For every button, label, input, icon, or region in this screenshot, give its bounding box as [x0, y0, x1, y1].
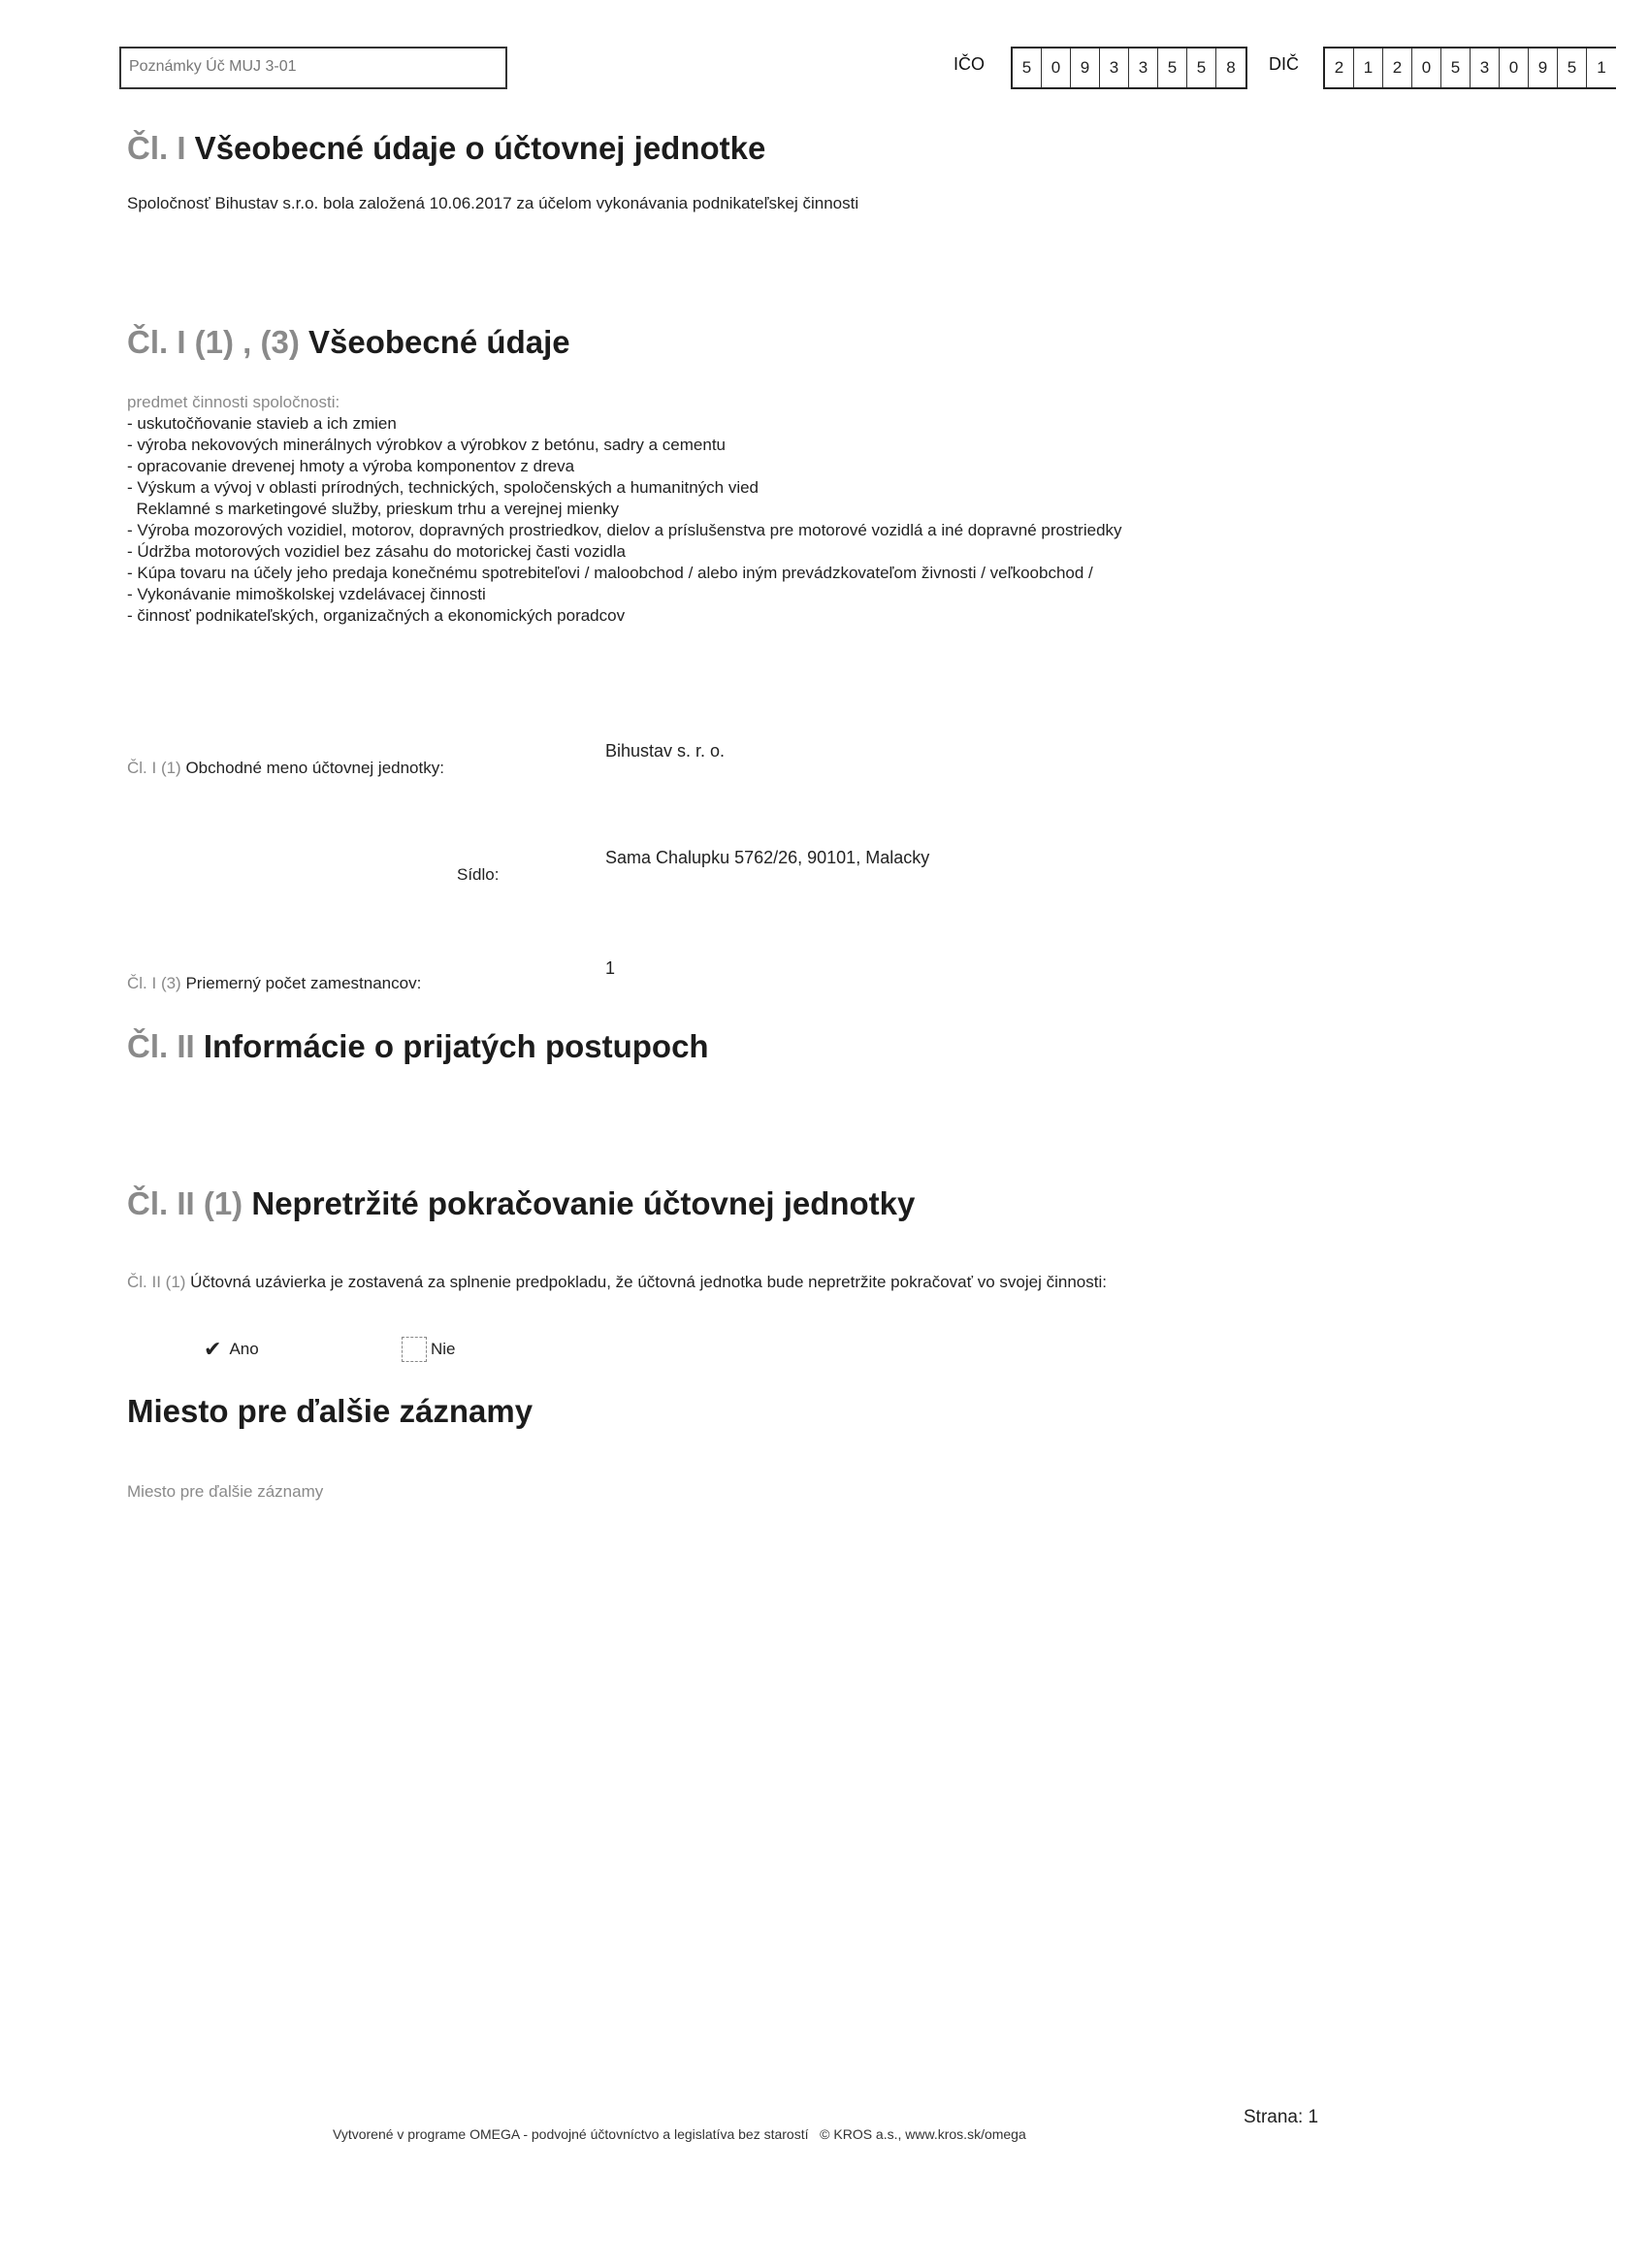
option-no[interactable] — [402, 1337, 456, 1362]
ico-label: IČO — [954, 54, 986, 74]
section-going-concern-heading — [127, 1185, 915, 1222]
employees-prefix: Čl. I (3) — [127, 974, 181, 992]
section-procedures-heading — [127, 1028, 709, 1065]
dic-digit: 2 — [1325, 49, 1354, 87]
activity-line: Reklamné s marketingové služby, prieskum trhu a verejnej mienky — [127, 500, 620, 518]
section-general-data-prefix: Čl. I (1) , (3) — [127, 324, 300, 360]
going-concern-question — [127, 1273, 1107, 1292]
company-name-label-text: Obchodné meno účtovnej jednotky: — [180, 759, 444, 777]
form-name-box — [119, 47, 507, 89]
activity-line: - činnosť podnikateľských, organizačných a ekonomických poradcov — [127, 606, 626, 625]
dic-digit: 1 — [1354, 49, 1383, 87]
page-number: Strana: 1 — [1244, 2107, 1319, 2127]
employees-label-text: Priemerný počet zamestnancov: — [180, 974, 422, 992]
dic-digit: 0 — [1500, 49, 1529, 87]
footer-text: Vytvorené v programe OMEGA - podvojné účtovníctvo a legislatíva bez starostí © KROS a.s., www.kros.sk/omega — [333, 2126, 1026, 2142]
ico-digit: 3 — [1100, 49, 1129, 87]
ico-digit: 0 — [1042, 49, 1071, 87]
company-name-label — [127, 759, 444, 778]
dic-digit: 5 — [1441, 49, 1471, 87]
dic-digit: 1 — [1597, 58, 1606, 77]
dic-digit-boxes — [1323, 47, 1616, 89]
ico-digit: 5 — [1187, 49, 1216, 87]
ico-digit: 3 — [1129, 49, 1158, 87]
activity-line: - Údržba motorových vozidiel bez zásahu do motorickej časti vozidla — [127, 542, 627, 561]
section-procedures-title: Informácie o prijatých postupoch — [194, 1028, 709, 1064]
ico-digit: 9 — [1071, 49, 1100, 87]
section-general-info-heading — [127, 130, 765, 167]
dic-digit: 0 — [1412, 49, 1441, 87]
form-name: Poznámky Úč MUJ 3-01 — [129, 58, 297, 75]
section-general-data-heading — [127, 324, 570, 361]
section-procedures-prefix: Čl. II — [127, 1028, 195, 1064]
checkbox-icon[interactable] — [402, 1337, 427, 1362]
ico-digit-boxes — [1011, 47, 1247, 89]
section-general-info-title: Všeobecné údaje o účtovnej jednotke — [185, 130, 766, 166]
employees-value: 1 — [605, 958, 616, 978]
dic-digit: 5 — [1558, 49, 1587, 87]
activity-line: - Výroba mozorových vozidiel, motorov, dopravných prostriedkov, dielov a príslušenstva pre motorové vozidlá a iné dopravné prostriedky — [127, 521, 1122, 539]
section-general-info-prefix: Čl. I — [127, 130, 186, 166]
option-yes-label: Ano — [229, 1340, 259, 1358]
ico-digit: 5 — [1013, 49, 1042, 87]
checkmark-icon: ✔ — [204, 1337, 222, 1361]
ico-digit: 8 — [1226, 58, 1236, 77]
section-going-concern-prefix: Čl. II (1) — [127, 1185, 243, 1221]
activity-line: - Výskum a vývoj v oblasti prírodných, technických, spoločenských a humanitných vied — [127, 478, 760, 497]
going-concern-question-text: Účtovná uzávierka je zostavená za splnenie predpokladu, že účtovná jednotka bude nepretržite pokračovať vo svojej činnosti: — [185, 1273, 1107, 1291]
option-yes[interactable] — [204, 1337, 259, 1362]
activity-line: - uskutočňovanie stavieb a ich zmien — [127, 414, 397, 433]
going-concern-question-prefix: Čl. II (1) — [127, 1273, 186, 1291]
activity-line: - opracovanie drevenej hmoty a výroba komponentov z dreva — [127, 457, 575, 475]
option-no-label: Nie — [431, 1340, 456, 1358]
seat-value: Sama Chalupku 5762/26, 90101, Malacky — [605, 848, 930, 867]
dic-digit: 2 — [1383, 49, 1412, 87]
company-name-value: Bihustav s. r. o. — [605, 741, 726, 761]
ico-digit: 5 — [1158, 49, 1187, 87]
section-going-concern-title: Nepretržité pokračovanie účtovnej jednotky — [242, 1185, 916, 1221]
employees-label — [127, 974, 421, 993]
notes-text: Miesto pre ďalšie záznamy — [127, 1482, 324, 1501]
activities-list — [127, 392, 1122, 627]
dic-digit: 3 — [1471, 49, 1500, 87]
activity-line: predmet činnosti spoločnosti: — [127, 393, 340, 411]
section-general-data-title: Všeobecné údaje — [299, 324, 570, 360]
dic-label: DIČ — [1269, 54, 1299, 74]
dic-digit: 9 — [1529, 49, 1558, 87]
activity-line: - Kúpa tovaru na účely jeho predaja konečnému spotrebiteľovi / maloobchod / alebo iným prevádzkovateľom živnosti / veľkoobchod / — [127, 564, 1093, 582]
activity-line: - výroba nekovových minerálnych výrobkov a výrobkov z betónu, sadry a cementu — [127, 436, 727, 454]
seat-label: Sídlo: — [457, 865, 500, 884]
company-founding-text: Spoločnosť Bihustav s.r.o. bola založená 10.06.2017 za účelom vykonávania podnikateľskej činnosti — [127, 194, 859, 212]
company-name-prefix: Čl. I (1) — [127, 759, 181, 777]
activity-line: - Vykonávanie mimoškolskej vzdelávacej činnosti — [127, 585, 486, 603]
section-notes-heading: Miesto pre ďalšie záznamy — [127, 1393, 534, 1429]
